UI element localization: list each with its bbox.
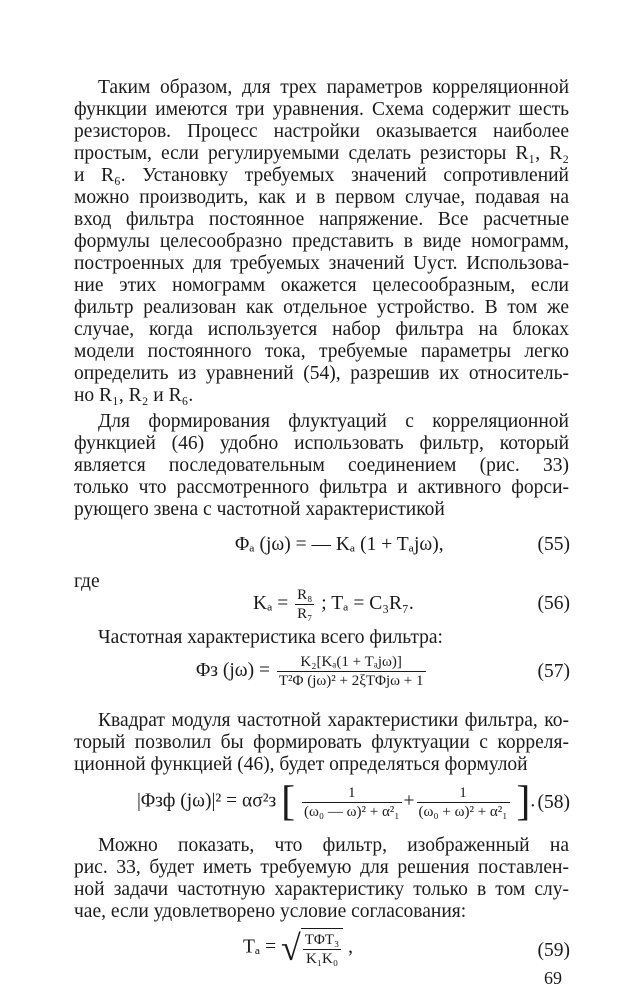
paragraph-3: Частотная характеристика всего фильтра: — [98, 627, 443, 648]
text-line: простым, если регулируемыми сделать резисторы R₁, R₂ — [74, 143, 569, 164]
text-line: вход фильтра постоянное напряжение. Все расчетные — [74, 209, 569, 230]
text-line: фильтр реализован как отдельное устройство. В том же — [74, 297, 569, 318]
equation-number-57: (57) — [537, 661, 570, 682]
eq57-left: Φз (jω) = — [196, 659, 270, 681]
text-line: и R₆. Установку требуемых значений сопротивлений — [74, 165, 569, 186]
text-line: построенных для требуемых значений Uуст. Использова- — [74, 253, 569, 274]
text-line: ной задачи частотную характеристику только в том слу- — [74, 879, 569, 900]
eq57-denominator: T²Φ (jω)² + 2ξTΦjω + 1 — [278, 673, 424, 689]
text-line: рующего звена с частотной характеристикой — [74, 499, 445, 520]
text-line: только что рассмотренного фильтра и активного форси- — [74, 477, 569, 498]
eq58-left: |Φзф (jω)|² = ασ²з — [137, 790, 277, 812]
left-bracket: [ — [281, 779, 296, 825]
eq58-denominator-1: (ω₀ — ω)² + α²₁ — [304, 803, 400, 820]
right-bracket: ] — [516, 779, 531, 825]
eq59-left: Tₐ = — [243, 936, 277, 958]
text-line: Квадрат модуля частотной характеристики фильтра, ко- — [98, 710, 569, 731]
eq59-tail: , — [348, 936, 354, 958]
sqrt-radicand — [301, 928, 344, 968]
text-line: торый позволил бы формировать флуктуации с корреля- — [74, 732, 569, 753]
eq59-fraction — [303, 931, 342, 968]
text-line: случае, когда используется набор фильтра на блоках — [74, 319, 569, 340]
eq56-denominator: R₇ — [297, 606, 313, 622]
text-line: формулы целесообразно представить в виде номограмм, — [74, 231, 569, 252]
equation-59 — [243, 928, 353, 968]
eq56-numerator: R₈ — [297, 587, 313, 603]
text-line: рис. 33, будет иметь требуемую для решения поставлен- — [74, 857, 569, 878]
eq56-fraction — [295, 586, 314, 623]
equation-56 — [253, 586, 414, 623]
text-line: определить из уравнений (54), разрешив их относитель- — [74, 363, 569, 384]
text-line: Таким образом, для трех параметров корреляционной — [98, 77, 569, 98]
eq57-numerator: K₂[Kₐ(1 + Tₐjω)] — [277, 653, 426, 672]
text-line: ние этих номограмм окажется целесообразным, если — [74, 275, 569, 296]
eq58-numerator-2: 1 — [417, 784, 510, 803]
eq59-numerator: TΦT₃ — [304, 932, 340, 948]
page-number: 69 — [544, 968, 562, 988]
text-line: резисторов. Процесс настройки оказывается наиболее — [74, 121, 569, 142]
equation-number-59: (59) — [537, 940, 570, 961]
eq58-fraction-1 — [302, 784, 402, 821]
eq56-left: Kₐ = — [253, 592, 289, 614]
text-line: функции имеются три уравнения. Схема содержит шесть — [74, 99, 569, 120]
equation-58: |Φзф (jω)|² = ασ²з [ $\frac{1}{\text{(ω₀ — ω)² + α²₁}}$ + $\frac{1}{\text{(ω₀ + ω)² + α²₁}}$ ]. — [137, 779, 536, 825]
where-word: где — [74, 571, 100, 592]
eq59-denominator: K₁K₀ — [305, 951, 339, 967]
equation-number-56: (56) — [537, 593, 570, 614]
eq58-fraction-2 — [417, 784, 510, 821]
text-line: функцией (46) удобно использовать фильтр, который — [74, 433, 569, 454]
text-line: модели постоянного тока, требуемые параметры легко — [74, 341, 569, 362]
equation-57 — [196, 653, 428, 690]
text-line: Можно показать, что фильтр, изображенный на — [98, 835, 569, 856]
text-line: является последовательным соединением (рис. 33) — [74, 455, 569, 476]
text-line: ционной функцией (46), будет определяться формулой — [74, 754, 528, 775]
eq58-numerator-1: 1 — [302, 784, 402, 803]
equation-number-58: (58) — [537, 792, 570, 813]
eq57-fraction — [277, 653, 426, 690]
eq58-denominator-2: (ω₀ + ω)² + α²₁ — [418, 803, 508, 820]
eq56-right: ; Tₐ = C₃R₇. — [321, 592, 414, 614]
text-line: Для формирования флуктуаций с корреляционной — [98, 411, 569, 432]
equation-55: Φₐ (jω) = — Kₐ (1 + Tₐjω), — [235, 534, 444, 555]
text-line: можно производить, как и в первом случае, подавая на — [74, 187, 569, 208]
sqrt-sign: √ — [281, 928, 301, 968]
equation-number-55: (55) — [537, 534, 570, 555]
text-line: но R₁, R₂ и R₆. — [74, 385, 194, 406]
text-line: чае, если удовлетворено условие согласования: — [74, 901, 467, 922]
